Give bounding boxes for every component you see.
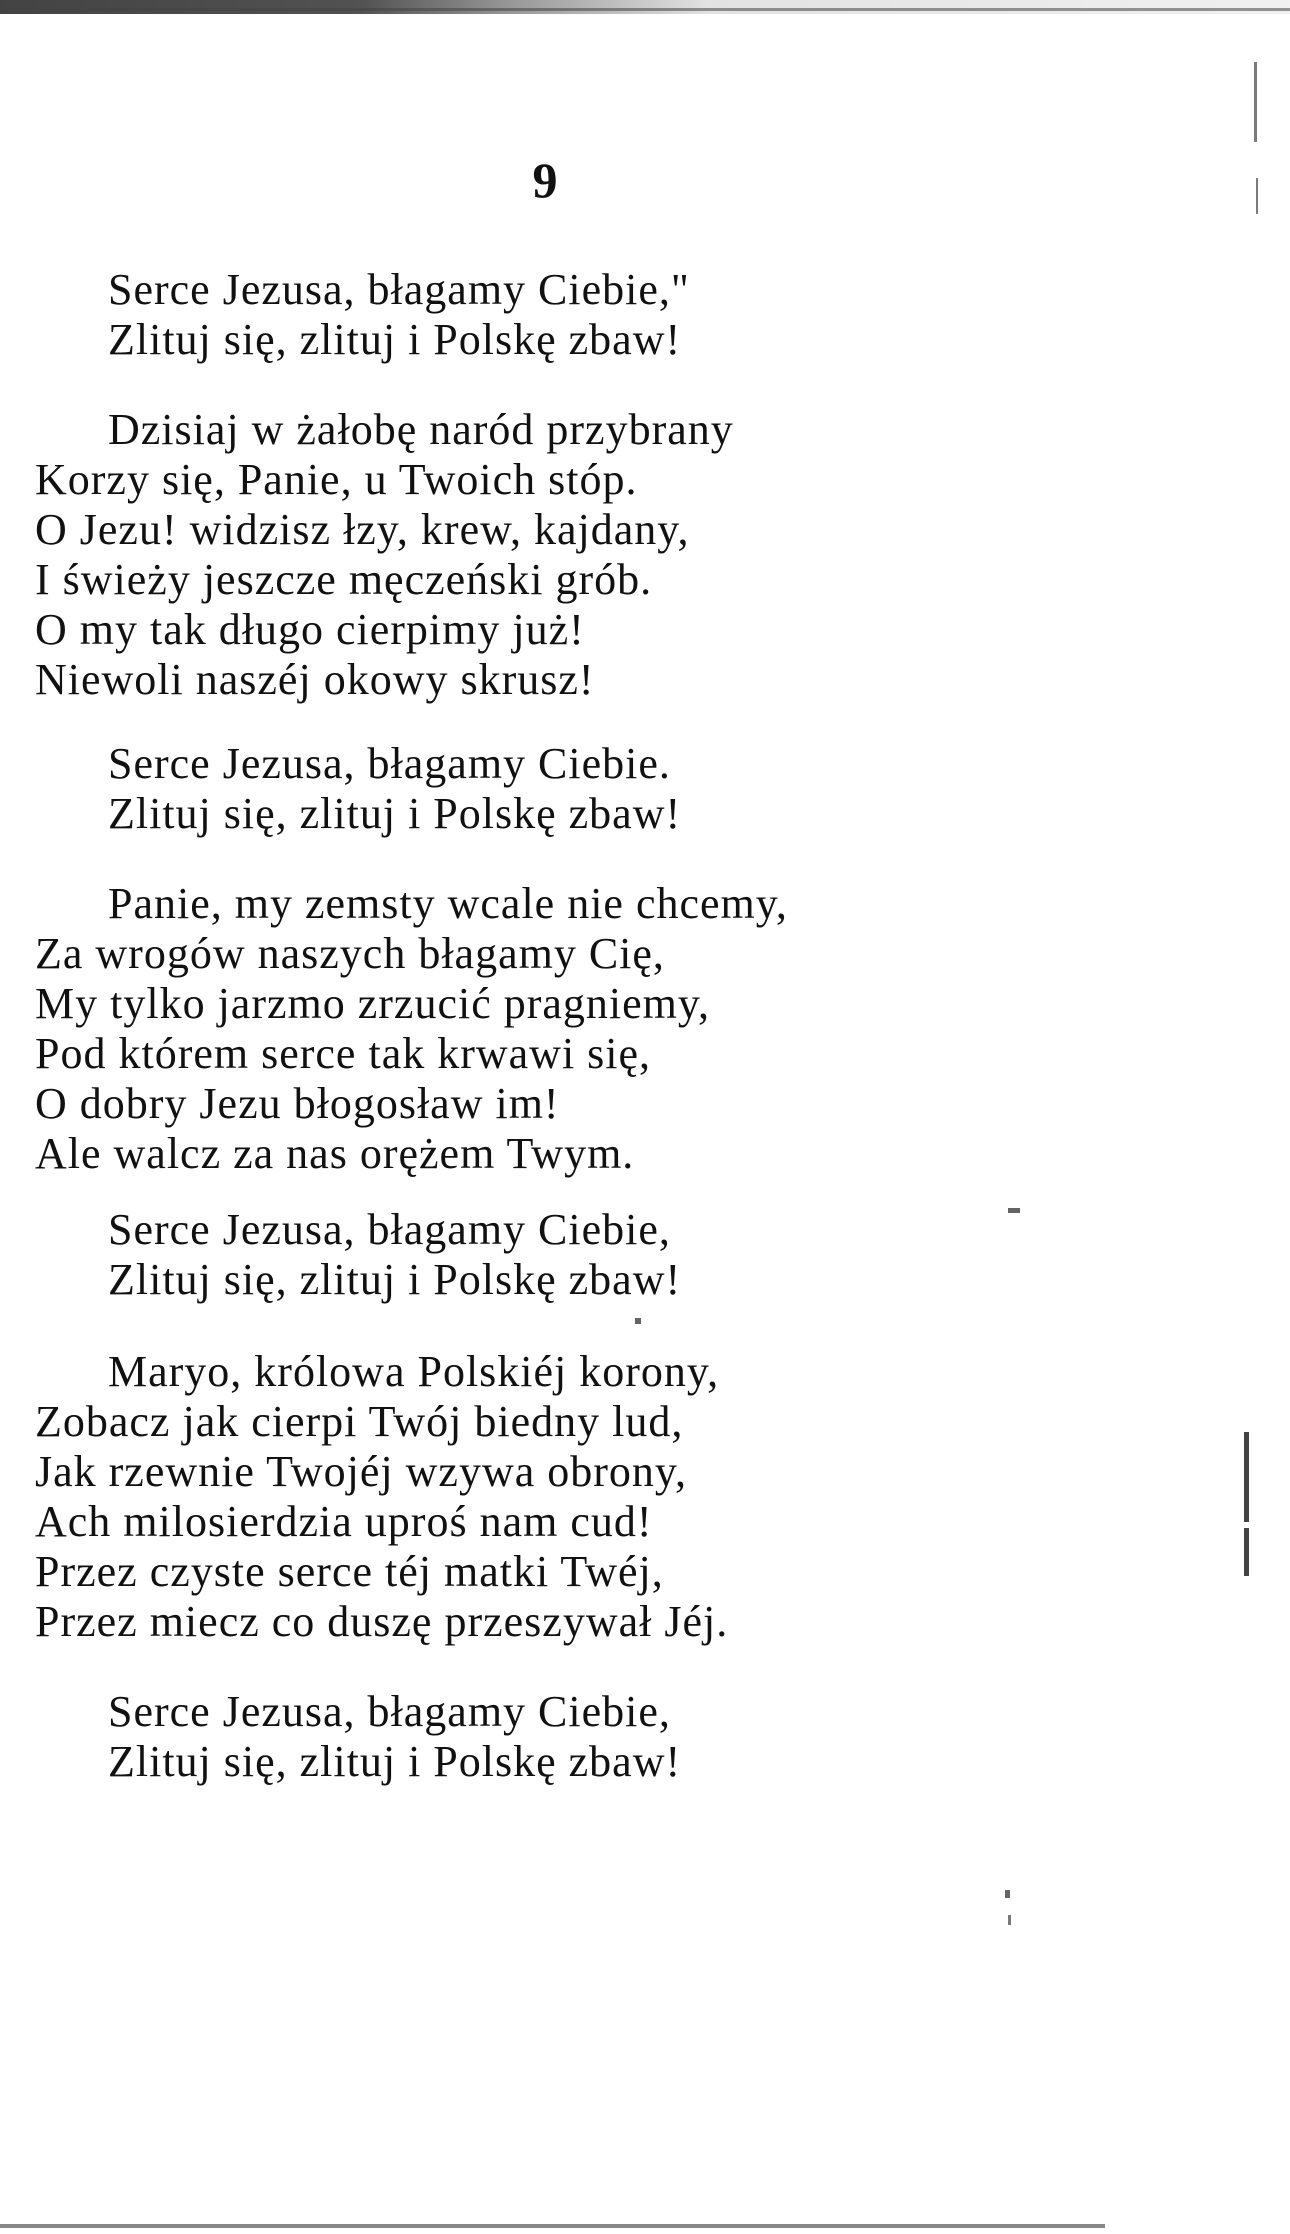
scan-bottom-line xyxy=(0,2224,1105,2228)
scan-margin-mark xyxy=(1254,62,1257,142)
scan-margin-mark xyxy=(635,1318,641,1324)
poem-line: Ach milosierdzia uproś nam cud! xyxy=(35,1497,653,1546)
poem-line: My tylko jarzmo zrzucić pragniemy, xyxy=(35,979,711,1028)
poem-line: Korzy się, Panie, u Twoich stóp. xyxy=(35,455,638,504)
scan-margin-mark xyxy=(1244,1528,1249,1576)
poem-line: Pod którem serce tak krwawi się, xyxy=(35,1029,652,1078)
poem-line: Serce Jezusa, błagamy Ciebie," xyxy=(108,265,690,314)
poem-line: O my tak długo cierpimy już! xyxy=(35,605,585,654)
poem-line: Serce Jezusa, błagamy Ciebie, xyxy=(108,1205,671,1254)
poem-line: Niewoli naszéj okowy skrusz! xyxy=(35,655,595,704)
poem-line: O dobry Jezu błogosław im! xyxy=(35,1079,560,1128)
poem-line: I świeży jeszcze męczeński grób. xyxy=(35,555,653,604)
poem-line: Zlituj się, zlituj i Polskę zbaw! xyxy=(108,1255,682,1304)
page-number: 9 xyxy=(532,152,558,208)
poem-line: Serce Jezusa, błagamy Ciebie. xyxy=(108,739,671,788)
poem-line: Panie, my zemsty wcale nie chcemy, xyxy=(108,879,788,928)
poem-line: Maryo, królowa Polskiéj korony, xyxy=(108,1347,720,1396)
poem-line: Zlituj się, zlituj i Polskę zbaw! xyxy=(108,1737,682,1786)
scan-margin-mark xyxy=(1008,1915,1011,1925)
poem-line: Zlituj się, zlituj i Polskę zbaw! xyxy=(108,315,682,364)
scan-margin-mark xyxy=(1008,1208,1020,1213)
poem-line: Dzisiaj w żałobę naród przybrany xyxy=(108,405,734,454)
poem-line: Zlituj się, zlituj i Polskę zbaw! xyxy=(108,789,682,838)
poem-line: Przez czyste serce téj matki Twéj, xyxy=(35,1547,664,1596)
poem-line: Zobacz jak cierpi Twój biedny lud, xyxy=(35,1397,684,1446)
poem-line: Ale walcz za nas orężem Twym. xyxy=(35,1129,635,1178)
scan-margin-mark xyxy=(1256,178,1258,214)
poem-line: O Jezu! widzisz łzy, krew, kajdany, xyxy=(35,505,690,554)
scan-margin-mark xyxy=(1005,1890,1010,1898)
scan-top-edge xyxy=(0,0,1290,14)
scan-top-line xyxy=(0,8,1290,11)
poem-line: Za wrogów naszych błagamy Cię, xyxy=(35,929,665,978)
poem-line: Jak rzewnie Twojéj wzywa obrony, xyxy=(35,1447,688,1496)
scan-margin-mark xyxy=(1244,1432,1249,1522)
poem-line: Przez miecz co duszę przeszywał Jéj. xyxy=(35,1597,729,1646)
poem-line: Serce Jezusa, błagamy Ciebie, xyxy=(108,1687,671,1736)
